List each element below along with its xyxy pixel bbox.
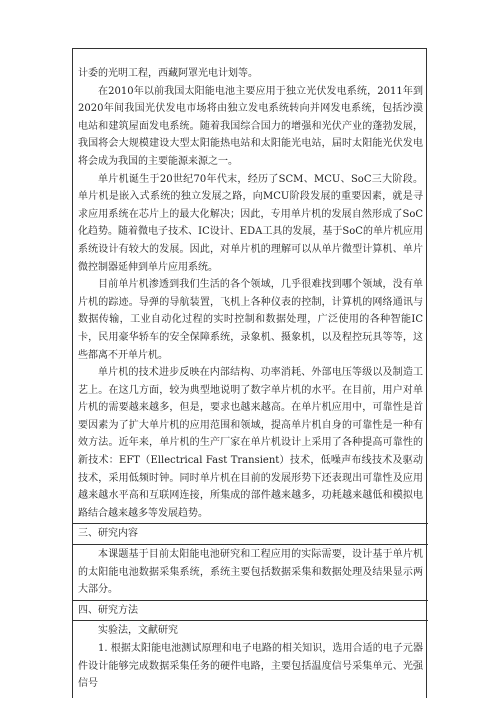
section-divider bbox=[73, 600, 428, 601]
paragraph-2: 单片机诞生于20世纪70年代末，经历了SCM、MCU、SoC三大阶段。单片机是嵌入式系统的独立发展之路，向MCU阶段发展的重要因素，就是寻求应用系统在芯片上的最大化解决；因此，专用单片机的发展自然形成了SoC化趋势。随着微电子技术、IC设计、EDA工具的发展，基于SoC的单片机应用系统设计有较大的发展。因此，对单片机的理解可以从单片微型计算机、单片微控制器延伸到单片应用系统。 bbox=[78, 173, 423, 273]
paragraph-3: 目前单片机渗透到我们生活的各个领域，几乎很难找到哪个领域，没有单片机的踪迹。导弹的导航装置，飞机上各种仪表的控制，计算机的网络通讯与数据传输，工业自动化过程的实时控制和数据处理，广泛使用的各种智能IC卡，民用豪华轿车的安全保障系统，录象机、摄象机，以及程控玩具等等，这些都离不开单片机。 bbox=[78, 279, 423, 361]
section-4-method: 实验法，文献研究 bbox=[98, 625, 178, 637]
section-3-body: 本课题基于目前太阳能电池研究和工程应用的实际需要，设计基于单片机的太阳能电池数据采集系统，系统主要包括数据采集和数据处理及结果显示两大部分。 bbox=[78, 549, 423, 596]
section-divider bbox=[73, 523, 428, 524]
paragraph-4: 单片机的技术进步反映在内部结构、功率消耗、外部电压等级以及制造工艺上。在这几方面，较为典型地说明了数字单片机的水平。在目前，用户对单片机的需要越来越多，但是，要求也越来越高。在单片机应用中，可靠性是首要因素为了扩大单片机的应用范围和领域，提高单片机自身的可靠性是一种有效方法。近年来，单片机的生产厂家在单片机设计上采用了各种提高可靠性的新技术：EFT（Ellectrical Fast Transient）技术，低噪声布线技术及驱动技术，采用低频时钟。同时单片机在目前的发展形势下还表现出可靠性及应用越来越水平高和互联网连接，所集成的部件越来越多，功耗越来越低和模拟电路结合越来越多等发展趋势。 bbox=[78, 367, 423, 519]
document-frame bbox=[72, 48, 427, 698]
document-body bbox=[78, 65, 423, 693]
section-3-title: 三、研究内容 bbox=[78, 528, 138, 540]
section-4-item-1: 1. 根据太阳能电池测试原理和电子电路的相关知识，选用合适的电子元器件设计能够完成数据采集任务的硬件电路，主要包括温度信号采集单元、光强信号 bbox=[78, 643, 423, 690]
section-divider bbox=[73, 620, 428, 621]
section-divider bbox=[73, 544, 428, 545]
section-4-title: 四、研究方法 bbox=[78, 604, 138, 616]
paragraph-0: 计委的光明工程，西藏阿罩光电计划等。 bbox=[78, 68, 258, 79]
paragraph-1: 在2010年以前我国太阳能电池主要应用于独立光伏发电系统，2011年到2020年间我国光伏发电市场将由独立发电系统转向并网发电系统，包括沙漠电站和建筑屋面发电系统。随着我国综合国力的增强和光伏产业的蓬勃发展，我国将会大规模建设大型太阳能热电站和太阳能光电站，届时太阳能光伏发电将会成为我国的主要能源来源之一。 bbox=[78, 85, 423, 167]
